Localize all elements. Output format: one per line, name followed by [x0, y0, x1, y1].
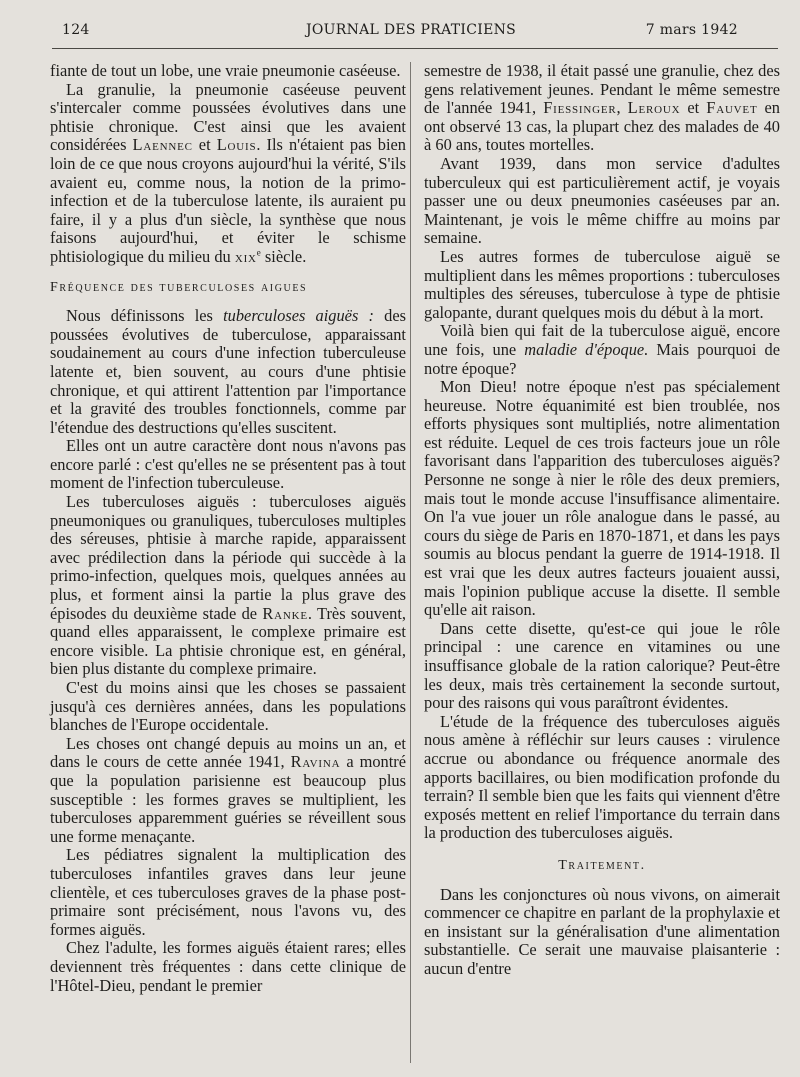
- paragraph: Les pédiatres signalent la multiplication des tuberculoses infantiles graves dans leur jeune clientèle, et ces tuberculoses graves de la phase post-primaire sont précisément, nous l'avons vu, des formes aiguës.: [50, 845, 406, 939]
- paragraph: Elles ont un autre caractère dont nous n'avons pas encore parlé : c'est qu'elles ne se présentent pas à tout moment de l'infection tuberculeuse.: [50, 436, 406, 493]
- left-column: [50, 62, 406, 995]
- author-name: Ravina: [290, 752, 341, 772]
- author-name: Ranke: [262, 603, 308, 623]
- page-number: 124: [62, 22, 90, 38]
- paragraph: C'est du moins ainsi que les choses se passaient jusqu'à ces dernières années, dans les populations blanches de l'Europe occidentale.: [50, 678, 406, 735]
- paragraph: Chez l'adulte, les formes aiguës étaient rares; elles deviennent très fréquentes : dans cette clinique de l'Hôtel-Dieu, pendant le premier: [50, 938, 406, 995]
- paragraph: Mon Dieu! notre époque n'est pas spécialement heureuse. Notre équanimité est bien troublée, nos efforts physiques sont multipliés, notre alimentation est réduite. Lequel de ces trois facteurs joue un rôle favorisant dans l'apparition des tuberculoses aiguës? Personne ne songe à nier le rôle des deux premiers, mais tout le monde accuse l'insuffisance alimentaire. On l'a vue jouer un rôle analogue dans le passé, au cours du siège de Paris en 1870-1871, et dans les pays soumis au blocus pendant la guerre de 1914-1918. Il est vrai que les deux autres facteurs jouaient aussi, mais l'opinion publique accuse la disette. Il semble qu'elle ait raison.: [424, 377, 780, 620]
- paragraph: semestre de 1938, il était passé une granulie, chez des gens relativement jeunes. Pendant le même semestre de l'année 1941, Fiessinger, Leroux et Fauvet en ont observé 13 cas, la plupart chez des malades de 40 à 60 ans, toutes mortelles.: [424, 61, 780, 155]
- header-rule: [52, 48, 778, 49]
- right-column: [424, 62, 780, 979]
- author-name: Fiessinger: [543, 98, 617, 118]
- paragraph: Nous définissons les tuberculoses aiguës : des poussées évolutives de tuberculose, apparaissant soudainement au cours d'une infection tuberculeuse latente et, bien souvent, au cours d'une phtisie chronique, et qui attirent l'attention par l'importance et la gravité des troubles fonctionnels, comme par l'étendue des destructions qu'elles suscitent.: [50, 306, 406, 437]
- author-name: Leroux: [627, 98, 681, 118]
- journal-title: JOURNAL DES PRATICIENS: [305, 22, 517, 38]
- paragraph: Dans cette disette, qu'est-ce qui joue le rôle principal : une carence en vitamines ou une insuffisance globale de la ration calorique? Peut-être les deux, mais très certainement la seconde surtout, pour des raisons qui vous paraîtront évidentes.: [424, 618, 780, 713]
- section-heading: Fréquence des tuberculoses aigues: [50, 279, 308, 295]
- issue-date: 7 mars 1942: [645, 22, 738, 38]
- paragraph: fiante de tout un lobe, une vraie pneumonie caséeuse.: [50, 61, 401, 80]
- section-heading: Traitement.: [558, 857, 646, 873]
- running-header: [52, 22, 770, 44]
- paragraph: Les autres formes de tuberculose aiguë se multiplient dans les mêmes proportions : tuberculoses multiples des séreuses, tuberculose à type de phtisie galopante, durant quelques mois du début à la mort.: [424, 246, 780, 322]
- author-name: Laennec: [132, 135, 193, 155]
- paragraph: Avant 1939, dans mon service d'adultes tuberculeux qui est particulièrement actif, je voyais passer une ou deux pneumonies caséeuses par an. Maintenant, je vois le même chiffre au moins par semaine.: [424, 153, 780, 248]
- author-name: Louis: [216, 135, 257, 155]
- paragraph: L'étude de la fréquence des tuberculoses aiguës nous amène à réfléchir sur leurs causes : virulence accrue ou abondance ou fréquence anormale des apports bacillaires, ou bien modification profonde du terrain? Il semble bien que les faits qui viennent d'être exposés mettent en relief l'importance du terrain dans la production des tuberculoses aiguës.: [424, 711, 780, 843]
- author-name: Fauvet: [706, 98, 758, 118]
- paragraph: Dans les conjonctures où nous vivons, on aimerait commencer ce chapitre en parlant de la prophylaxie et en insistant sur la généralisation d'une alimentation substantielle. Ce serait une mauvaise plaisanterie : aucun d'entre: [424, 884, 780, 978]
- paragraph: Les tuberculoses aiguës : tuberculoses aiguës pneumoniques ou granuliques, tuberculoses multiples des séreuses, phtisie à marche rapide, apparaissent avec prédilection dans la période qui succède à la primo-infection, quelques mois, quelques années au plus, et forment ainsi la partie la plus grave des épisodes du deuxième stade de Ranke. Très souvent, quand elles apparaissent, le complexe primaire est encore visible. La phtisie chronique est, en général, bien plus distante du complexe primaire.: [50, 492, 407, 679]
- column-divider: [410, 62, 411, 1063]
- paragraph: Voilà bien qui fait de la tuberculose aiguë, encore une fois, une maladie d'époque. Mais pourquoi de notre époque?: [424, 321, 781, 378]
- paragraph: La granulie, la pneumonie caséeuse peuvent s'intercaler comme poussées évolutives dans une phtisie chronique. C'est ainsi que les avaient considérées Laennec et Louis. Ils n'étaient pas bien loin de ce que nous croyons aujourd'hui la vérité, S'ils avaient eu, comme nous, la notion de la primo-infection et de la tuberculose latente, ils auraient pu faire, il y a plus d'un siècle, la synthèse que nous faisons aujourd'hui, et éviter le schisme phtisiologique du milieu du xix$^e$ siècle.: [50, 79, 406, 266]
- paragraph: Les choses ont changé depuis au moins un an, et dans le cours de cette année 1941, Ravina a montré que la population parisienne est beaucoup plus susceptible : les formes graves se multiplient, les tuberculoses apparemment guéries se réveillent sous une forme menaçante.: [50, 733, 406, 846]
